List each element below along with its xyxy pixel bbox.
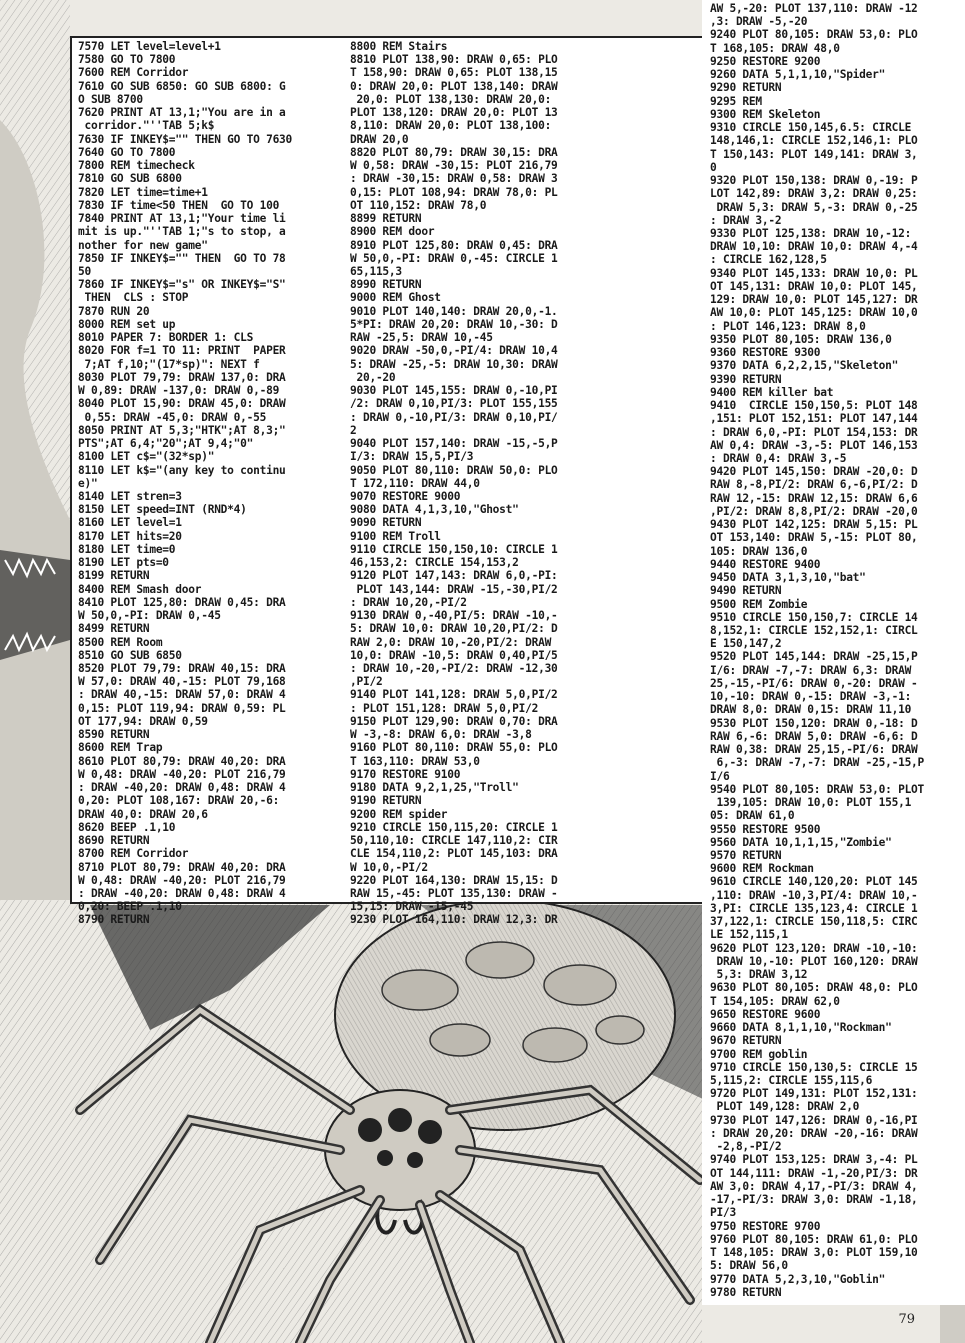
code-line: OT 153,140: DRAW 5,-15: PLOT 80, [710,531,918,545]
code-line: RAW 2,0: DRAW 10,-20,PI/2: DRAW [350,635,552,649]
code-line: W 10,0,-PI/2 [350,860,428,874]
code-line: 9200 REM spider [350,807,448,821]
code-line: DRAW 10,10: DRAW 10,0: DRAW 4,-4 [710,240,918,254]
code-line: LE 152,115,1 [710,928,788,942]
code-line: PLOT 149,128: DRAW 2,0 [710,1100,860,1114]
code-line: 7620 PRINT AT 13,1;"You are in a [78,106,286,120]
code-line: 7800 REM timecheck [78,159,195,173]
code-line: 9550 RESTORE 9500 [710,822,821,836]
code-line: 6,-3: DRAW -7,-7: DRAW -25,-15,P [710,756,925,770]
code-line: 9040 PLOT 157,140: DRAW -15,-5,P [350,437,558,451]
code-column-3 [710,2,924,1299]
code-line: 8910 PLOT 125,80: DRAW 0,45: DRA [350,238,558,252]
code-line: 9130 DRAW 0,-40,PI/5: DRAW -10,- [350,609,558,623]
code-line: DRAW 8,0: DRAW 0,15: DRAW 11,10 [710,703,912,717]
code-line: 148,146,1: CIRCLE 152,146,1: PLO [710,134,918,148]
code-line: 9170 RESTORE 9100 [350,767,461,781]
code-line: 9670 RETURN [710,1034,782,1048]
code-line: 139,105: DRAW 10,0: PLOT 155,1 [710,796,912,810]
code-line: PI/3 [710,1206,736,1220]
code-line: RAW 12,-15: DRAW 12,15: DRAW 6,6 [710,491,918,505]
code-line: 8900 REM door [350,225,435,239]
code-line: 8,110: DRAW 20,0: PLOT 138,100: [350,119,552,133]
code-line: 8199 RETURN [78,569,150,583]
code-line: PLOT 138,120: DRAW 20,0: PLOT 13 [350,106,558,120]
code-line: 9370 DATA 6,2,2,15,"Skeleton" [710,359,899,373]
code-line: 8110 LET k$="(any key to continu [78,463,286,477]
code-line: 8500 REM Room [78,635,163,649]
code-line: 7;AT f,10;"(17*sp)": NEXT f [78,357,260,371]
code-line: 50 [78,264,91,278]
code-line: 9070 RESTORE 9000 [350,489,461,503]
code-line: 7570 LET level=level+1 [78,40,221,53]
code-line: 9780 RETURN [710,1285,782,1299]
code-column-2 [350,40,558,927]
code-line: CLE 154,110,2: PLOT 145,103: DRA [350,847,558,861]
code-line: : PLOT 146,123: DRAW 8,0 [710,319,866,333]
code-line: : PLOT 151,128: DRAW 5,0,PI/2 [350,701,539,715]
code-line: ,151: PLOT 152,151: PLOT 147,144 [710,412,918,426]
code-line: 5,3: DRAW 3,12 [710,968,808,982]
code-line: 7630 IF INKEY$="" THEN GO TO 7630 [78,132,293,146]
code-line: 8020 FOR f=1 TO 11: PRINT PAPER [78,344,286,358]
code-line: 46,153,2: CIRCLE 154,153,2 [350,556,519,570]
code-line: 9510 CIRCLE 150,150,7: CIRCLE 14 [710,610,918,624]
code-line: 9230 PLOT 164,110: DRAW 12,3: DR [350,913,558,927]
code-column-1 [78,40,292,927]
code-line: 0,15: PLOT 119,94: DRAW 0,59: PL [78,701,286,715]
code-line: 8180 LET time=0 [78,542,176,556]
code-line: 8170 LET hits=20 [78,529,182,543]
code-line: 9340 PLOT 145,133: DRAW 10,0: PL [710,266,918,280]
code-line: 9300 REM Skeleton [710,107,821,121]
code-line: : DRAW 20,20: DRAW -20,-16: DRAW [710,1126,918,1140]
code-line: 5: DRAW 10,0: DRAW 10,20,PI/2: D [350,622,558,636]
code-line: 7810 GO SUB 6800 [78,172,182,186]
code-line: 9220 PLOT 164,130: DRAW 15,15: D [350,873,558,887]
code-line: O SUB 8700 [78,92,143,106]
code-line: 7600 REM Corridor [78,66,189,80]
code-line: 5*PI: DRAW 20,20: DRAW 10,-30: D [350,317,558,331]
code-line: 105: DRAW 136,0 [710,544,808,558]
code-line: 9520 PLOT 145,144: DRAW -25,15,P [710,650,918,664]
code-line: 9310 CIRCLE 150,145,6.5: CIRCLE [710,121,912,135]
code-line: 9650 RESTORE 9600 [710,1007,821,1021]
code-line: 9500 REM Zombie [710,597,808,611]
code-line: 7610 GO SUB 6850: GO SUB 6800: G [78,79,286,93]
code-line: -2,8,-PI/2 [710,1140,782,1154]
code-line: 9360 RESTORE 9300 [710,346,821,360]
code-line: 9740 PLOT 153,125: DRAW 3,-4: PL [710,1153,918,1167]
code-line: 8710 PLOT 80,79: DRAW 40,20: DRA [78,860,286,874]
code-line: 9450 DATA 3,1,3,10,"bat" [710,571,866,585]
code-line: 8610 PLOT 80,79: DRAW 40,20: DRA [78,754,286,768]
code-line: 9440 RESTORE 9400 [710,557,821,571]
code-line: 9030 PLOT 145,155: DRAW 0,-10,PI [350,384,558,398]
code-line: 9350 PLOT 80,105: DRAW 136,0 [710,332,892,346]
code-line: 9720 PLOT 149,131: PLOT 152,131: [710,1087,918,1101]
code-line: W 50,0,-PI: DRAW 0,-45: CIRCLE 1 [350,251,558,265]
code-line: 9010 PLOT 140,140: DRAW 20,0,-1. [350,304,558,318]
code-line: 8520 PLOT 79,79: DRAW 40,15: DRA [78,662,286,676]
code-line: 9110 CIRCLE 150,150,10: CIRCLE 1 [350,542,558,556]
page-number: 79 [898,1312,915,1327]
code-line: : DRAW 10,-20,-PI/2: DRAW -12,30 [350,662,558,676]
code-line: 9140 PLOT 141,128: DRAW 5,0,PI/2 [350,688,558,702]
code-line: 9390 RETURN [710,372,782,386]
code-line: 9530 PLOT 150,120: DRAW 0,-18: D [710,716,918,730]
code-line: 9430 PLOT 142,125: DRAW 5,15: PL [710,518,918,532]
code-line: DRAW 5,3: DRAW 5,-3: DRAW 0,-25 [710,200,918,214]
code-line: -17,-PI/3: DRAW 3,0: DRAW -1,18, [710,1193,918,1207]
code-line: : DRAW -40,20: DRAW 0,48: DRAW 4 [78,781,286,795]
code-line: W 0,48: DRAW -40,20: PLOT 216,79 [78,873,286,887]
code-line: : CIRCLE 162,128,5 [710,253,827,267]
code-line: T 150,143: PLOT 149,141: DRAW 3, [710,147,918,161]
code-line: 8820 PLOT 80,79: DRAW 30,15: DRA [350,145,558,159]
code-line: 9295 REM [710,94,762,108]
code-line: 8160 LET level=1 [78,516,182,530]
code-line: 9000 REM Ghost [350,291,441,305]
code-line: 8000 REM set up [78,317,176,331]
code-line: 8410 PLOT 125,80: DRAW 0,45: DRA [78,595,286,609]
code-line: DRAW 20,0 [350,132,409,146]
code-line: W 50,0,-PI: DRAW 0,-45 [78,609,221,623]
code-line: 20,-20 [350,370,396,384]
code-line: PLOT 143,144: DRAW -15,-30,PI/2 [350,582,558,596]
code-line: 9410 CIRCLE 150,150,5: PLOT 148 [710,399,918,413]
code-line: 8010 PAPER 7: BORDER 1: CLS [78,331,254,345]
code-line: 25,-15,-PI/6: DRAW 0,-20: DRAW - [710,676,918,690]
code-line: 10,0: DRAW -10,5: DRAW 0,40,PI/5 [350,648,558,662]
code-line: AW 3,0: DRAW 4,17,-PI/3: DRAW 4, [710,1179,918,1193]
code-line: I/3: DRAW 15,5,PI/3 [350,450,474,464]
code-line: 0 [710,160,717,174]
code-line: 7830 IF time<50 THEN GO TO 100 [78,198,280,212]
code-line: 8499 RETURN [78,622,150,636]
code-line: 0,20: PLOT 108,167: DRAW 20,-6: [78,794,280,808]
code-line: ,PI/2 [350,675,383,689]
code-line: : DRAW 0,-10,PI/3: DRAW 0,10,PI/ [350,410,558,424]
code-line: OT 177,94: DRAW 0,59 [78,714,208,728]
code-line: AW 0,4: DRAW -3,-5: PLOT 146,153 [710,438,918,452]
code-line: 5: DRAW 56,0 [710,1259,788,1273]
code-line: 8050 PRINT AT 5,3;"HTK";AT 8,3;" [78,423,286,437]
code-line: 0,20: BEEP .1,10 [78,900,182,914]
code-line: T 163,110: DRAW 53,0 [350,754,480,768]
code-line: mit is up."''TAB 1;"s to stop, a [78,225,286,239]
code-line: RAW 15,-45: PLOT 135,130: DRAW - [350,887,558,900]
code-line: 8150 LET speed=INT (RND*4) [78,503,247,517]
code-line: 50,110,10: CIRCLE 147,110,2: CIR [350,834,558,848]
code-line: : DRAW 10,20,-PI/2 [350,595,467,609]
code-line: LOT 142,89: DRAW 3,2: DRAW 0,25: [710,187,918,201]
code-line: ,PI/2: DRAW 8,8,PI/2: DRAW -20,0 [710,504,918,518]
code-line: 8590 RETURN [78,728,150,742]
code-line: 9760 PLOT 80,105: DRAW 61,0: PLO [710,1232,918,1246]
code-line: 9490 RETURN [710,584,782,598]
code-line: 9120 PLOT 147,143: DRAW 6,0,-PI: [350,569,558,583]
code-line: I/6 [710,769,730,783]
code-line: 7820 LET time=time+1 [78,185,208,199]
code-line: 0: DRAW 20,0: PLOT 138,140: DRAW [350,79,558,93]
code-line: DRAW 40,0: DRAW 20,6 [78,807,208,821]
code-line: 9240 PLOT 80,105: DRAW 53,0: PLO [710,28,918,42]
code-line: 5: DRAW -25,-5: DRAW 10,30: DRAW [350,357,558,371]
code-line: 7860 IF INKEY$="s" OR INKEY$="S" [78,278,286,292]
code-line: PTS";AT 6,4;"20";AT 9,4;"0" [78,437,254,451]
code-line: W -3,-8: DRAW 6,0: DRAW -3,8 [350,728,532,742]
code-line: corridor."''TAB 5;k$ [78,119,215,133]
code-line: e)" [78,476,98,490]
code-line: T 168,105: DRAW 48,0 [710,41,840,55]
code-line: 7840 PRINT AT 13,1;"Your time li [78,212,286,226]
code-line: 3,PI: CIRCLE 135,123,4: CIRCLE 1 [710,901,918,915]
code-line: 7850 IF INKEY$="" THEN GO TO 78 [78,251,286,265]
code-line: 9620 PLOT 123,120: DRAW -10,-10: [710,941,918,955]
code-line: AW 5,-20: PLOT 137,110: DRAW -12 [710,2,918,15]
code-line: 8700 REM Corridor [78,847,189,861]
code-line: : DRAW 0,4: DRAW 3,-5 [710,451,847,465]
code-line: 9090 RETURN [350,516,422,530]
code-line: 0,55: DRAW -45,0: DRAW 0,-55 [78,410,267,424]
code-line: RAW -25,5: DRAW 10,-45 [350,331,493,345]
code-line: : DRAW -40,20: DRAW 0,48: DRAW 4 [78,887,286,900]
code-line: 8510 GO SUB 6850 [78,648,182,662]
code-line: 9540 PLOT 80,105: DRAW 53,0: PLOT [710,782,925,796]
code-line: 9420 PLOT 145,150: DRAW -20,0: D [710,465,918,479]
code-line: 9050 PLOT 80,110: DRAW 50,0: PLO [350,463,558,477]
code-line: T 154,105: DRAW 62,0 [710,994,840,1008]
code-line: 8030 PLOT 79,79: DRAW 137,0: DRA [78,370,286,384]
code-line: I/6: DRAW -7,-7: DRAW 6,3: DRAW [710,663,912,677]
code-line: 8620 BEEP .1,10 [78,820,176,834]
code-line: 8810 PLOT 138,90: DRAW 0,65: PLO [350,53,558,67]
code-line: RAW 0,38: DRAW 25,15,-PI/6: DRAW [710,743,918,757]
code-line: E 150,147,2 [710,637,782,651]
code-line: 8040 PLOT 15,90: DRAW 45,0: DRAW [78,397,286,411]
code-line: 9710 CIRCLE 150,130,5: CIRCLE 15 [710,1060,918,1074]
code-line: 65,115,3 [350,264,402,278]
code-line: 9630 PLOT 80,105: DRAW 48,0: PLO [710,981,918,995]
code-line: T 172,110: DRAW 44,0 [350,476,480,490]
code-line: W 0,89: DRAW -137,0: DRAW 0,-89 [78,384,280,398]
code-line: 8990 RETURN [350,278,422,292]
code-line: 9210 CIRCLE 150,115,20: CIRCLE 1 [350,820,558,834]
code-line: 8899 RETURN [350,212,422,226]
code-line: 8,152,1: CIRCLE 152,152,1: CIRCL [710,624,918,638]
code-line: 9190 RETURN [350,794,422,808]
code-line: RAW 6,-6: DRAW 5,0: DRAW -6,6: D [710,729,918,743]
code-line: 8790 RETURN [78,913,150,927]
code-line: 8690 RETURN [78,834,150,848]
code-line: 8800 REM Stairs [350,40,448,53]
code-line: 2 [350,423,357,437]
code-line: AW 10,0: PLOT 145,125: DRAW 10,0 [710,306,918,320]
code-line: 9160 PLOT 80,110: DRAW 55,0: PLO [350,741,558,755]
code-line: 9100 REM Troll [350,529,441,543]
code-line: T 148,105: DRAW 3,0: PLOT 159,10 [710,1246,918,1260]
code-line: 7580 GO TO 7800 [78,53,176,67]
code-line: ,3: DRAW -5,-20 [710,15,808,29]
code-line: 9180 DATA 9,2,1,25,"Troll" [350,781,519,795]
code-line: 9020 DRAW -50,0,-PI/4: DRAW 10,4 [350,344,558,358]
code-line: 05: DRAW 61,0 [710,809,795,823]
code-line: 8140 LET stren=3 [78,489,182,503]
code-line: 9600 REM Rockman [710,862,814,876]
code-line: 9570 RETURN [710,849,782,862]
code-line: 9560 DATA 10,1,1,15,"Zombie" [710,835,892,849]
code-line: nother for new game" [78,238,208,252]
code-line: 9400 REM killer bat [710,385,834,399]
code-line: : DRAW 6,0,-PI: PLOT 154,153: DR [710,425,918,439]
code-line: 9250 RESTORE 9200 [710,54,821,68]
code-line: 9260 DATA 5,1,1,10,"Spider" [710,68,886,82]
code-line: 7870 RUN 20 [78,304,150,318]
code-line: 9290 RETURN [710,81,782,95]
code-line: 9700 REM goblin [710,1047,808,1061]
code-line: OT 145,131: DRAW 10,0: PLOT 145, [710,279,918,293]
code-line: : DRAW 40,-15: DRAW 57,0: DRAW 4 [78,688,286,702]
code-line: 9660 DATA 8,1,1,10,"Rockman" [710,1021,892,1035]
code-line: W 0,48: DRAW -40,20: PLOT 216,79 [78,767,286,781]
code-line: : DRAW 3,-2 [710,213,782,227]
code-line: 9150 PLOT 129,90: DRAW 0,70: DRA [350,714,558,728]
code-line: W 57,0: DRAW 40,-15: PLOT 79,168 [78,675,286,689]
code-line: 7640 GO TO 7800 [78,145,176,159]
code-line: 9770 DATA 5,2,3,10,"Goblin" [710,1272,886,1286]
code-line: OT 144,111: DRAW -1,-20,PI/3: DR [710,1166,918,1180]
code-line: 10,-10: DRAW 0,-15: DRAW -3,-1: [710,690,912,704]
code-line: /2: DRAW 0,10,PI/3: PLOT 155,155 [350,397,558,411]
code-line: 8400 REM Smash door [78,582,202,596]
code-line: 9610 CIRCLE 140,120,20: PLOT 145 [710,875,918,889]
code-line: 0,15: PLOT 108,94: DRAW 78,0: PL [350,185,558,199]
code-line: 9750 RESTORE 9700 [710,1219,821,1233]
code-line: 15,15: DRAW -15,-45 [350,900,474,914]
code-line: 8100 LET c$="(32*sp)" [78,450,215,464]
code-line: 37,122,1: CIRCLE 150,118,5: CIRC [710,915,918,929]
code-line: : DRAW -30,15: DRAW 0,58: DRAW 3 [350,172,558,186]
code-line: W 0,58: DRAW -30,15: PLOT 216,79 [350,159,558,173]
code-line: OT 110,152: DRAW 78,0 [350,198,487,212]
code-line: 9330 PLOT 125,138: DRAW 10,-12: [710,226,912,240]
code-line: 9080 DATA 4,1,3,10,"Ghost" [350,503,519,517]
code-line: 8190 LET pts=0 [78,556,169,570]
code-line: RAW 8,-8,PI/2: DRAW 6,-6,PI/2: D [710,478,918,492]
code-line: 9730 PLOT 147,126: DRAW 0,-16,PI [710,1113,918,1127]
code-line: 20,0: PLOT 138,130: DRAW 20,0: [350,92,552,106]
code-line: 5,115,2: CIRCLE 155,115,6 [710,1073,873,1087]
code-line: THEN CLS : STOP [78,291,189,305]
code-line: 8600 REM Trap [78,741,163,755]
code-line: 9320 PLOT 150,138: DRAW 0,-19: P [710,174,918,188]
code-line: ,110: DRAW -10,3,PI/4: DRAW 10,- [710,888,918,902]
code-line: 129: DRAW 10,0: PLOT 145,127: DR [710,293,918,307]
code-line: T 158,90: DRAW 0,65: PLOT 138,15 [350,66,558,80]
code-line: DRAW 10,-10: PLOT 160,120: DRAW [710,954,918,968]
